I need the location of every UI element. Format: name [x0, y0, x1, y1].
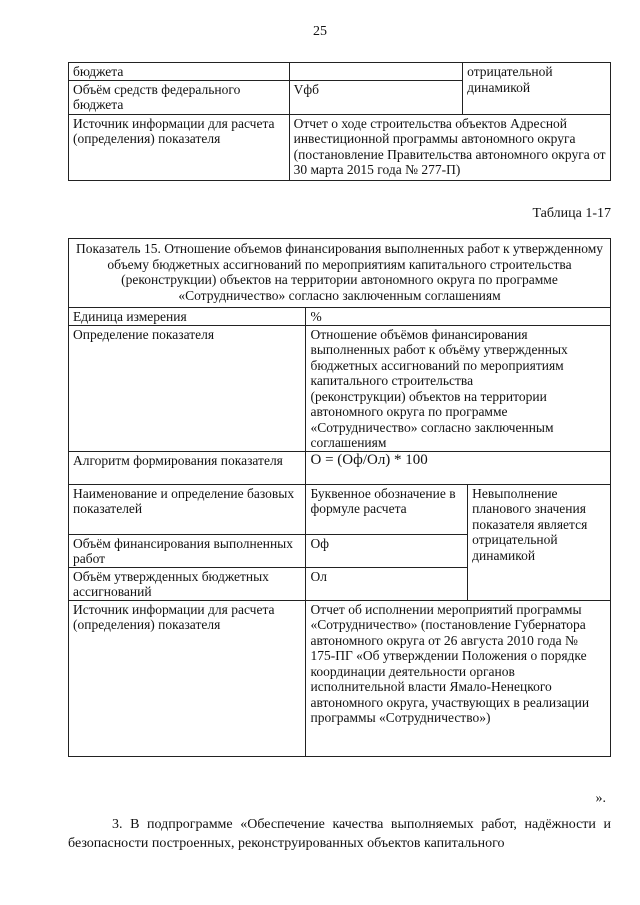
table-cell: [463, 63, 611, 115]
table-row: [69, 63, 611, 81]
table-cell: Источник информации для расчета (определения) показателя: [69, 114, 290, 180]
indicator-table: [68, 238, 611, 757]
cell-text: динамикой: [467, 79, 531, 95]
table-cell: Алгоритм формирования показателя: [69, 451, 306, 484]
table-row: [69, 325, 611, 451]
table-cell: Буквенное обозначение в формуле расчета: [306, 484, 468, 534]
table-header: Показатель 15. Отношение объемов финансирования выполненных работ к утвержденному объему бюджетных ассигнований по мероприятиям капитального строительства (реконструкции) объектов на территории автономного округа по программе «Сотрудничество» согласно заключенным соглашениям: [69, 239, 611, 308]
table-cell: Наименование и определение базовых показателей: [69, 484, 306, 534]
table-cell: O = (Оф/Ол) * 100: [306, 451, 611, 484]
table-cell: Объём средств федерального бюджета: [69, 80, 290, 114]
cell-text: отрицательной: [467, 64, 553, 79]
table-cell: Объём утвержденных бюджетных ассигнований: [69, 567, 306, 600]
table-cell: Отчет об исполнении мероприятий программы «Сотрудничество» (постановление Губернатора автономного округа от 26 августа 2010 года № 175-ПГ «Об утверждении Положения о порядке координации деятельности органов исполнительной власти Ямало-Ненецкого автономного округа, участвующих в реализации программы «Сотрудничество»): [306, 600, 611, 756]
page-number: 25: [313, 24, 327, 39]
table-cell: [289, 63, 463, 81]
table-row: [69, 600, 611, 756]
table-cell: %: [306, 308, 611, 326]
closing-quote: ».: [595, 791, 606, 806]
table-caption: Таблица 1-17: [532, 206, 611, 221]
table-row: [69, 484, 611, 534]
table-cell: Единица измерения: [69, 308, 306, 326]
table-cell: бюджета: [69, 63, 290, 81]
table-cell: Ол: [306, 567, 468, 600]
body-paragraph: [68, 815, 611, 853]
table-cell: Объём финансирования выполненных работ: [69, 534, 306, 567]
paragraph-text: 3. В подпрограмме «Обеспечение качества выполняемых работ, надёжности и безопасности построенных, реконструированных объектов капитального: [68, 817, 611, 851]
table-row: [69, 308, 611, 326]
table-cell: Отчет о ходе строительства объектов Адресной инвестиционной программы автономного округа (постановление Правительства автономного округа от 30 марта 2015 года № 277-П): [289, 114, 610, 180]
table-cell: Vфб: [289, 80, 463, 114]
table-cell: Источник информации для расчета (определения) показателя: [69, 600, 306, 756]
table-cell: Отношение объёмов финансирования выполненных работ к объёму утвержденных бюджетных ассигнований по мероприятиям капитального строительства (реконструкции) объектов на территории автономного округа по программе «Сотрудничество» согласно заключенным соглашениям: [306, 325, 611, 451]
table-cell: Оф: [306, 534, 468, 567]
table-cell: Невыполнение планового значения показателя является отрицательной динамикой: [468, 484, 611, 600]
table-row: [69, 114, 611, 180]
table-continuation: [68, 62, 611, 181]
table-header-row: [69, 239, 611, 308]
table-row: [69, 451, 611, 484]
table-cell: Определение показателя: [69, 325, 306, 451]
